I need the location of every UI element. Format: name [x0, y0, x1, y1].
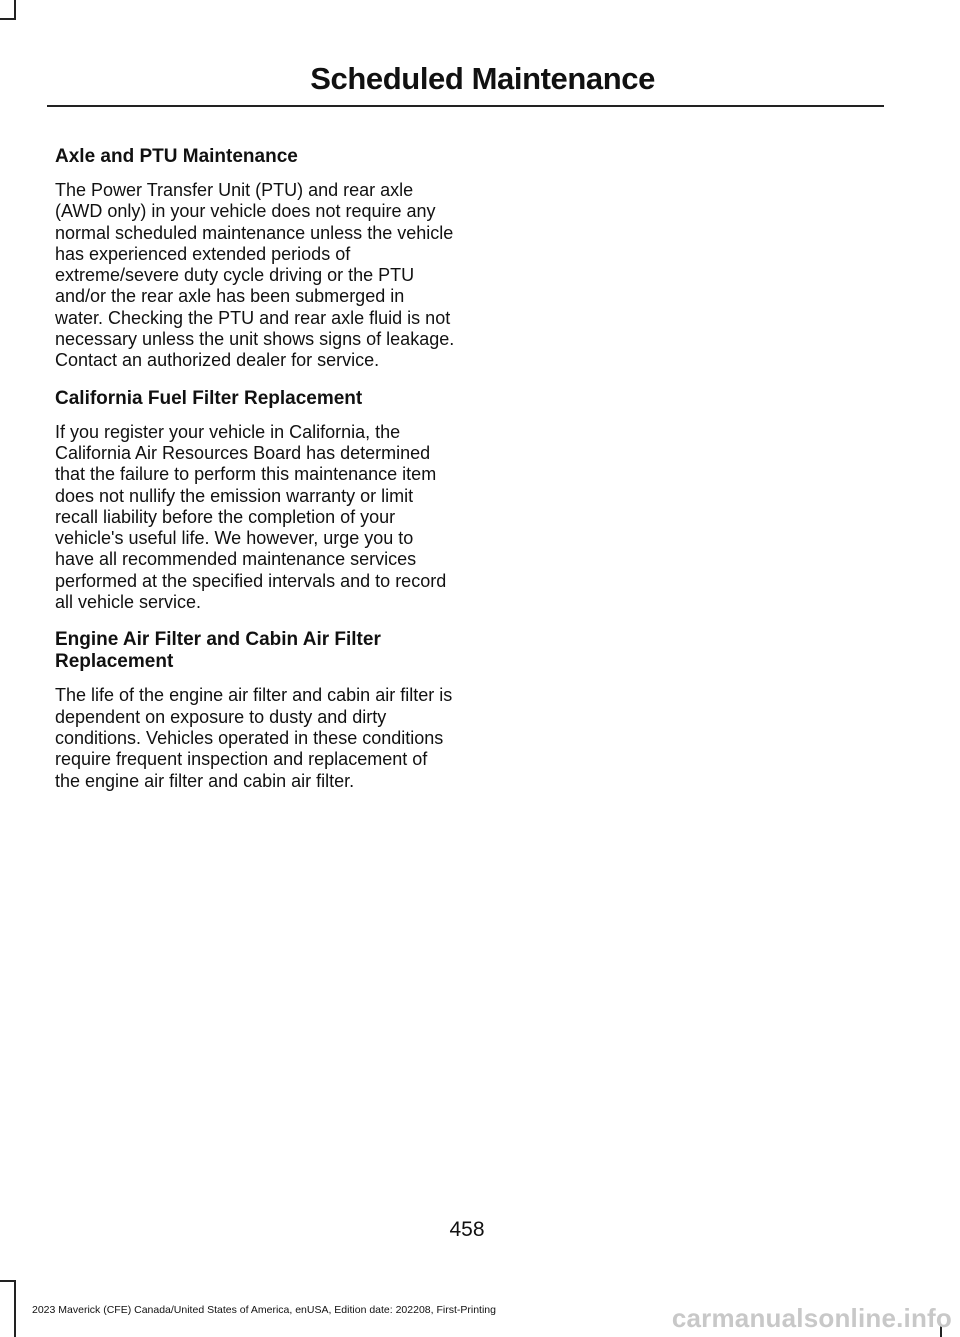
section-body: The life of the engine air filter and cabin air filter is dependent on exposure to dusty and dirty conditions. Vehicles operated in these conditions require frequent inspection and replacement of the engine air filter and cabin air filter.	[55, 685, 453, 791]
section-axle-ptu-maintenance	[55, 146, 455, 372]
section-engine-cabin-air-filter	[55, 629, 455, 791]
section-heading: Engine Air Filter and Cabin Air Filter Replacement	[55, 629, 381, 673]
crop-mark-top-left-vertical	[14, 0, 16, 20]
crop-mark-top-left-horizontal	[0, 18, 16, 20]
section-body: If you register your vehicle in California, the California Air Resources Board has determined that the failure to perform this maintenance item does not nullify the emission warranty or limit recall liability before the completion of your vehicle's useful life. We however, urge you to have all recommended maintenance services performed at the specified intervals and to record all vehicle service.	[55, 421, 447, 613]
page-title: Scheduled Maintenance	[310, 61, 655, 96]
section-california-fuel-filter	[55, 388, 455, 614]
page-number: 458	[449, 1218, 485, 1241]
crop-mark-bottom-left-horizontal	[0, 1280, 16, 1282]
watermark: carmanualsonline.info	[671, 1303, 952, 1333]
section-heading: California Fuel Filter Replacement	[55, 387, 363, 409]
page-content	[55, 146, 455, 808]
section-heading: Axle and PTU Maintenance	[55, 146, 298, 167]
header-divider	[47, 105, 884, 107]
section-body: The Power Transfer Unit (PTU) and rear axle (AWD only) in your vehicle does not require any normal scheduled maintenance unless the vehicle has experienced extended periods of extreme/severe duty cycle driving or the PTU and/or the rear axle has been submerged in water. Checking the PTU and rear axle fluid is not necessary unless the unit shows signs of leakage. Contact an authorized dealer for service.	[55, 180, 455, 371]
crop-mark-bottom-left-vertical	[14, 1280, 16, 1337]
edition-footer: 2023 Maverick (CFE) Canada/United States of America, enUSA, Edition date: 202208, First-Printing	[32, 1304, 496, 1316]
